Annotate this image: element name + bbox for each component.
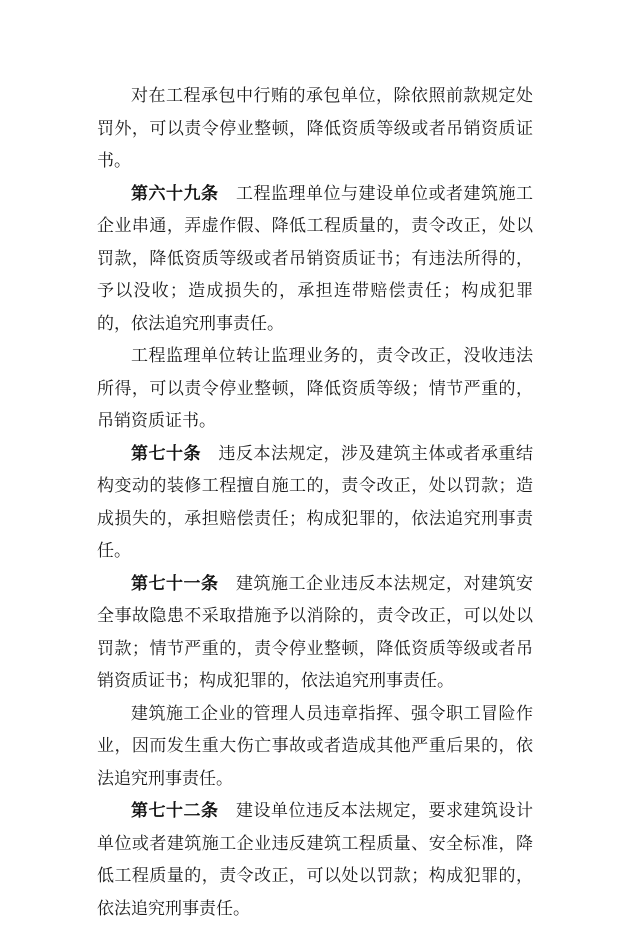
paragraph-text: 对在工程承包中行贿的承包单位，除依照前款规定处罚外，可以责令停业整顿，降低资质等级或者吊销资质证书。 <box>97 86 533 171</box>
paragraph-article-70 <box>97 438 533 568</box>
article-number-71: 第七十一条 <box>131 573 219 594</box>
article-number-70: 第七十条 <box>131 443 201 464</box>
paragraph-text: 建筑施工企业的管理人员违章指挥、强令职工冒险作业，因而发生重大伤亡事故或者造成其他严重后果的，依法追究刑事责任。 <box>97 703 533 789</box>
article-number-72: 第七十二条 <box>131 801 219 821</box>
paragraph-article-72 <box>97 795 533 925</box>
paragraph-text: 工程监理单位转让监理业务的，责令改正，没收违法所得，可以责令停业整顿，降低资质等级；情节严重的，吊销资质证书。 <box>97 346 533 431</box>
paragraph-management-violation <box>97 698 533 796</box>
paragraph-bribery-contractor <box>97 80 533 178</box>
law-text-body <box>97 80 533 925</box>
paragraph-text: 建设单位违反本法规定，要求建筑设计单位或者建筑施工企业违反建筑工程质量、安全标准，降低工程质量的，责令改正，可以处以罚款；构成犯罪的，依法追究刑事责任。 <box>97 801 533 919</box>
paragraph-text: 建筑施工企业违反本法规定，对建筑安全事故隐患不采取措施予以消除的，责令改正，可以处以罚款；情节严重的，责令停业整顿，降低资质等级或者吊销资质证书；构成犯罪的，依法追究刑事责任。 <box>97 573 533 691</box>
paragraph-article-69 <box>97 178 533 341</box>
paragraph-supervision-transfer <box>97 340 533 438</box>
paragraph-article-71 <box>97 568 533 698</box>
paragraph-text: 违反本法规定，涉及建筑主体或者承重结构变动的装修工程擅自施工的，责令改正，处以罚款；造成损失的，承担赔偿责任；构成犯罪的，依法追究刑事责任。 <box>97 443 533 561</box>
article-number-69: 第六十九条 <box>131 183 219 204</box>
paragraph-text: 工程监理单位与建设单位或者建筑施工企业串通，弄虚作假、降低工程质量的，责令改正，处以罚款，降低资质等级或者吊销资质证书；有违法所得的，予以没收；造成损失的，承担连带赔偿责任；构成犯罪的，依法追究刑事责任。 <box>97 183 533 334</box>
